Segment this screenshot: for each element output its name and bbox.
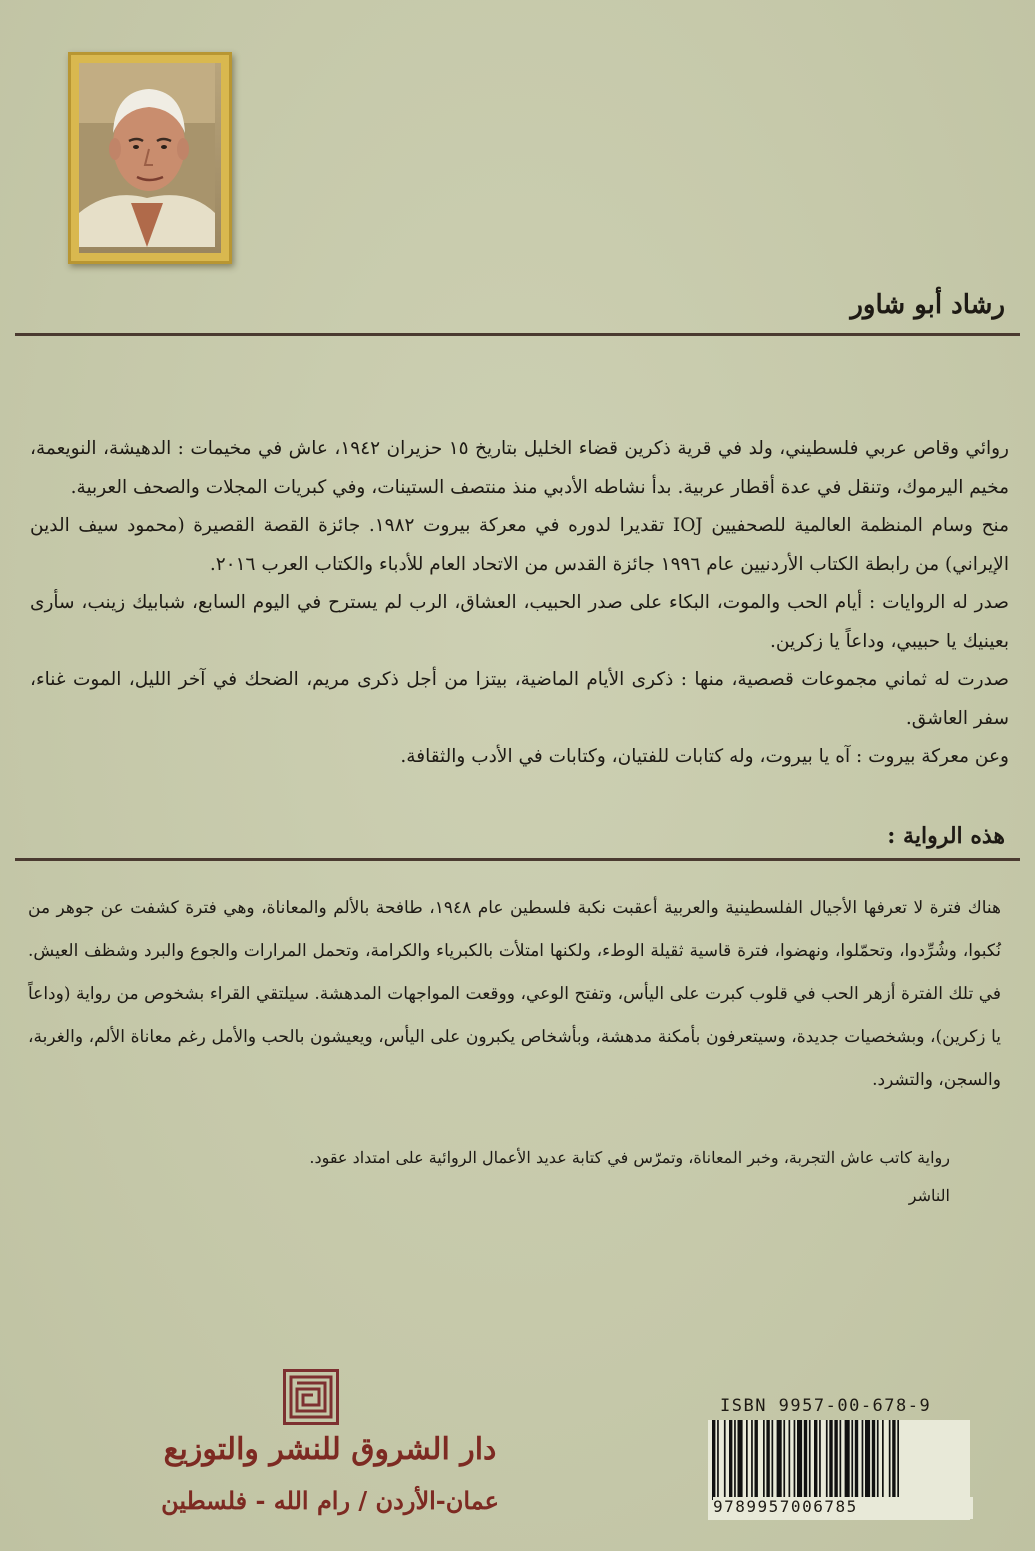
barcode-number: 9789957006785 — [713, 1497, 973, 1519]
synopsis-heading: هذه الرواية : — [887, 823, 1005, 849]
synopsis-text — [28, 887, 1001, 1102]
author-name-divider — [15, 333, 1020, 336]
bio-paragraph: روائي وقاص عربي فلسطيني، ولد في قرية ذكرين قضاء الخليل بتاريخ ١٥ حزيران ١٩٤٢، عاش في مخيمات : الدهيشة، النويعمة، مخيم اليرموك، وتنقل في عدة أقطار عربية. بدأ نشاطه الأدبي منذ منتصف الستينات، وفي كبريات المجلات والصحف العربية. — [30, 438, 1009, 498]
bio-paragraph: صدرت له ثماني مجموعات قصصية، منها : ذكرى الأيام الماضية، بيتزا من أجل ذكرى مريم، الضحك في آخر الليل، الموت غناء، سفر العاشق. — [30, 669, 1009, 729]
author-name: رشاد أبو شاور — [850, 290, 1005, 320]
publisher-name: دار الشروق للنشر والتوزيع — [163, 1432, 497, 1467]
bio-paragraph: صدر له الروايات : أيام الحب والموت، البكاء على صدر الحبيب، العشاق، الرب لم يسترح في اليوم السابع، شبابيك زينب، سأرى بعينيك يا حبيبي، وداعاً يا زكرين. — [30, 592, 1009, 652]
author-photo-frame — [68, 52, 232, 264]
author-bio — [30, 430, 1009, 777]
synopsis-closing: رواية كاتب عاش التجربة، وخبر المعاناة، وتمرّس في كتابة عديد الأعمال الروائية على امتداد عقود. — [309, 1148, 950, 1167]
bio-paragraph: منح وسام المنظمة العالمية للصحفيين IOJ تقديرا لدوره في معركة بيروت ١٩٨٢. جائزة القصة القصيرة (محمود سيف الدين الإيراني) من رابطة الكتاب الأردنيين عام ١٩٩٦ جائزة القدس من الاتحاد العام للأدباء والكتاب العرب ٢٠١٦. — [30, 515, 1010, 575]
publisher-signature: الناشر — [908, 1186, 950, 1205]
publisher-cities: عمان-الأردن / رام الله - فلسطين — [161, 1486, 499, 1515]
isbn-label: ISBN 9957-00-678-9 — [720, 1396, 932, 1416]
synopsis-paragraph: هناك فترة لا تعرفها الأجيال الفلسطينية والعربية أعقبت نكبة فلسطين عام ١٩٤٨، طافحة بالألم والمعاناة، وهي فترة كشفت عن جوهر من نُكبوا، وشُرِّدوا، وتحمّلوا، ونهضوا، فترة قاسية ثقيلة الوطء، ولكنها امتلأت بالكبرياء والكرامة، وتحمل المرارات والجوع والبرد وشظف العيش. في تلك الفترة أزهر الحب في قلوب كبرت على اليأس، وتفتح الوعي، ووقعت المواجهات المدهشة. سيلتقي القراء بشخوص من رواية (وداعاً يا زكرين)، وبشخصيات جديدة، وسيتعرفون بأمكنة مدهشة، وبأشخاص يكبرون على اليأس، ويعيشون بالحب والأمل رغم معاناة الألم، والغربة، والسجن، والتشرد. — [28, 898, 1001, 1090]
author-photo — [79, 63, 221, 253]
synopsis-divider — [15, 858, 1020, 861]
publisher-logo — [283, 1369, 339, 1425]
bio-paragraph: وعن معركة بيروت : آه يا بيروت، وله كتابات للفتيان، وكتابات في الأدب والثقافة. — [400, 746, 1009, 767]
